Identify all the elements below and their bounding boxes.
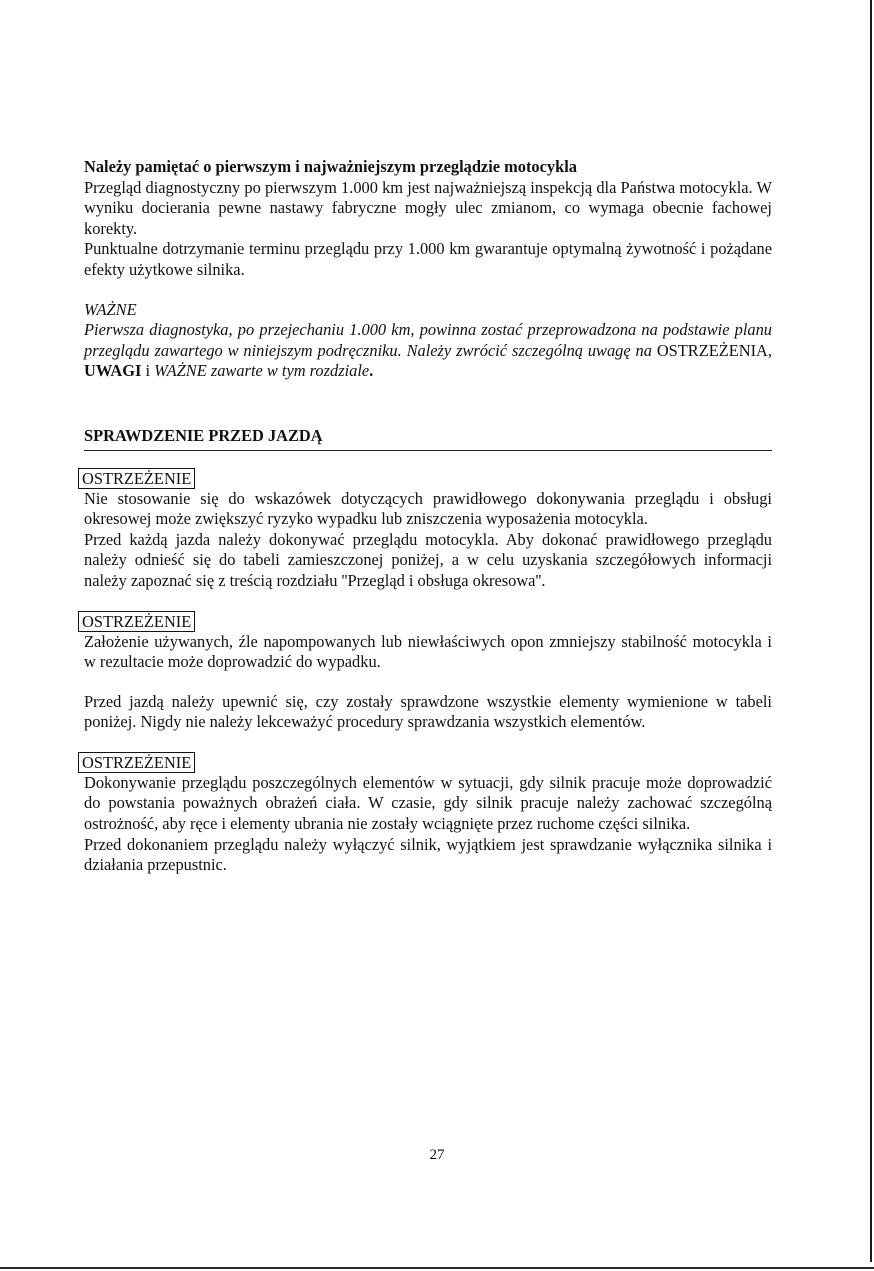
important-ostrzezenia: OSTRZEŻENIA, — [656, 340, 772, 360]
important-text-part1: Pierwsza diagnostyka, po przejechaniu 1.000 km, powinna zostać przeprowadzona na podstawie planu przeglądu zawartego w niniejszym podręczniku. Należy zwrócić szczególną uwagę na — [84, 320, 772, 360]
important-text — [84, 320, 772, 382]
important-wazne: WAŻNE — [154, 361, 207, 381]
warning1-paragraph-2: Przed każdą jazda należy dokonywać przeglądu motocykla. Aby dokonać prawidłowego przeglądu należy odnieść się do tabeli zamieszczonej poniżej, a w celu uzyskania szczegółowych informacji należy zapoznać się z treścią rozdziału ''Przegląd i obsługa okresowa''. — [84, 529, 772, 590]
intro-title: Należy pamiętać o pierwszym i najważniejszym przeglądzie motocykla — [84, 157, 577, 176]
spacer — [84, 382, 772, 426]
important-uwagi: UWAGI — [84, 361, 142, 381]
intro-paragraph-2: Punktualne dotrzymanie terminu przeglądu przy 1.000 km gwarantuje optymalną żywotność i pożądane efekty użytkowe silnika. — [84, 239, 772, 279]
important-text-part2: zawarte w tym rozdziale — [210, 361, 370, 381]
spacer — [84, 673, 772, 692]
scan-edge-right — [870, 0, 872, 1262]
spacer — [84, 733, 772, 752]
intro-paragraph-1: Przegląd diagnostyczny po pierwszym 1.000 km jest najważniejszą inspekcją dla Państwa motocykla. W wyniku docierania pewne nastawy fabryczne mogły ulec zmianom, co wymaga obecnie fachowej korekty. — [84, 177, 772, 238]
warning-label-1: OSTRZEŻENIE — [78, 468, 195, 489]
warning1-paragraph-1: Nie stosowanie się do wskazówek dotyczących prawidłowego dokonywania przeglądu i obsługi okresowej może zwiększyć ryzyko wypadku lub zniszczenia wyposażenia motocykla. — [84, 488, 772, 529]
spacer — [84, 451, 772, 468]
document-page — [84, 157, 772, 876]
scan-edge-bottom — [0, 1267, 874, 1269]
warning-label-2: OSTRZEŻENIE — [78, 611, 195, 632]
section-title: SPRAWDZENIE PRZED JAZDĄ — [84, 426, 772, 451]
spacer — [84, 592, 772, 611]
note-paragraph: Przed jazdą należy upewnić się, czy zostały sprawdzone wszystkie elementy wymienione w tabeli poniżej. Nigdy nie należy lekceważyć procedury sprawdzania wszystkich elementów. — [84, 691, 772, 732]
warning-label-3: OSTRZEŻENIE — [78, 752, 195, 773]
warning2-paragraph-1: Założenie używanych, źle napompowanych lub niewłaściwych opon zmniejszy stabilność motocykla i w rezultacie może doprowadzić do wypadku. — [84, 631, 772, 672]
page-number: 27 — [429, 1147, 445, 1163]
important-i: i — [145, 361, 151, 381]
warning3-paragraph-1: Dokonywanie przeglądu poszczególnych elementów w sytuacji, gdy silnik pracuje może doprowadzić do powstania poważnych obrażeń ciała. W czasie, gdy silnik pracuje należy zachować szczególną ostrożność, aby ręce i elementy ubrania nie zostały wciągnięte przez ruchome części silnika. — [84, 772, 772, 834]
important-label: WAŻNE — [84, 299, 137, 319]
spacer — [84, 281, 772, 300]
important-period: . — [369, 361, 374, 381]
warning3-paragraph-2: Przed dokonaniem przeglądu należy wyłączyć silnik, wyjątkiem jest sprawdzanie wyłącznika silnika i działania przepustnic. — [84, 834, 772, 875]
